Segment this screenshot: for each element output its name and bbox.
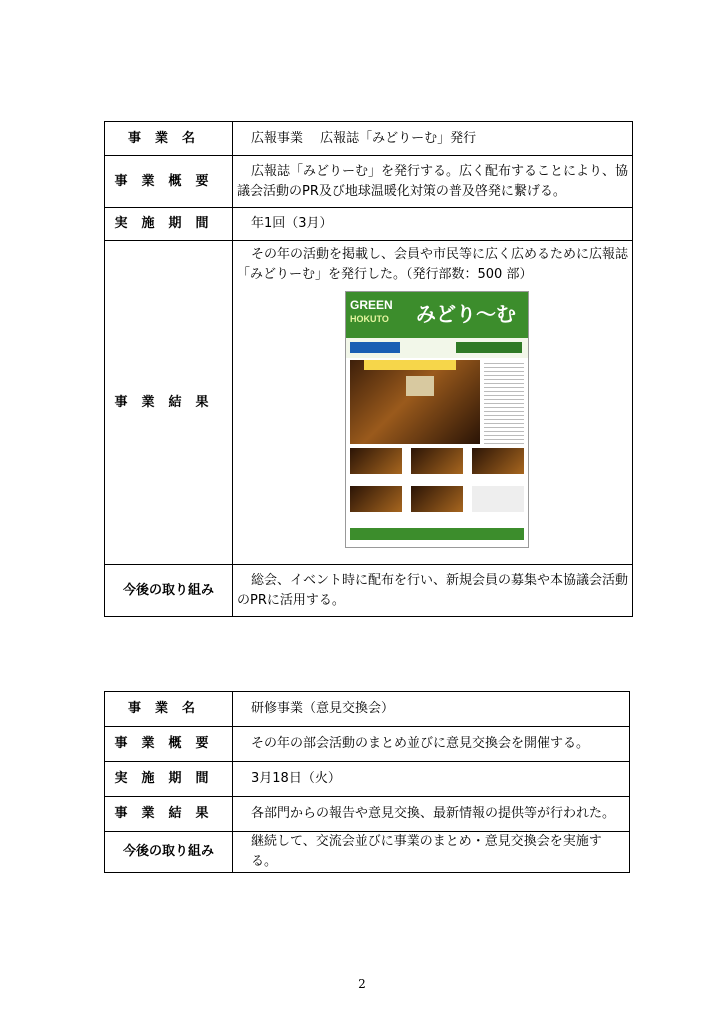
project-table-pr [104, 121, 633, 617]
sdgs-badge [350, 342, 400, 353]
photo-grid [350, 448, 524, 520]
photo-thumb [472, 486, 524, 512]
photo-thumb [350, 448, 402, 474]
newsletter-image [345, 291, 529, 548]
newsletter-footer [350, 528, 524, 540]
row-value: 広報事業 広報誌「みどりーむ」発行 [233, 122, 633, 156]
project-table-training [104, 691, 630, 873]
row-label: 事業概要 [105, 727, 233, 762]
table-row [105, 565, 633, 617]
row-label: 実施期間 [105, 208, 233, 241]
newsletter-logo-top: GREEN [350, 298, 393, 312]
photo-thumb [350, 486, 402, 512]
row-value: 3月18日（火） [233, 762, 630, 797]
symposium-photo [350, 360, 480, 444]
table-row [105, 241, 633, 565]
row-value: 継続して、交流会並びに事業のまとめ・意見交換会を実施する。 [233, 832, 630, 873]
table-row [105, 208, 633, 241]
table-row [105, 797, 630, 832]
row-value-cell [233, 241, 633, 565]
page-number: 2 [358, 977, 366, 991]
row-label: 事業名 [105, 122, 233, 156]
projection-screen [406, 376, 434, 396]
newsletter-header [346, 292, 528, 338]
photo-caption-band [364, 360, 456, 370]
photo-thumb [411, 486, 463, 512]
newsletter-subheader [346, 338, 528, 358]
row-value: その年の部会活動のまとめ並びに意見交換会を開催する。 [233, 727, 630, 762]
row-value: 広報誌「みどりーむ」を発行する。広く配布することにより、協議会活動のPR及び地球温暖化対策の普及啓発に繋げる。 [233, 156, 633, 208]
table-row [105, 832, 630, 873]
table-row [105, 156, 633, 208]
newsletter-tagline [456, 342, 522, 353]
row-value: その年の活動を掲載し、会員や市民等に広く広めるために広報誌「みどりーむ」を発行した。（発行部数：500 部） [237, 247, 629, 282]
row-value: 年1回（3月） [233, 208, 633, 241]
newsletter-title: みどり～む [416, 302, 516, 326]
newsletter-text-column [484, 360, 524, 444]
table-row [105, 727, 630, 762]
row-label: 事業結果 [105, 241, 233, 565]
row-label: 今後の取り組み [105, 832, 233, 873]
table-row [105, 692, 630, 727]
row-label: 事業結果 [105, 797, 233, 832]
table-row [105, 762, 630, 797]
table-row [105, 122, 633, 156]
photo-thumb [411, 448, 463, 474]
newsletter-logo-bottom: HOKUTO [350, 314, 389, 324]
row-label: 事業名 [105, 692, 233, 727]
row-value: 総会、イベント時に配布を行い、新規会員の募集や本協議会活動のPRに活用する。 [233, 565, 633, 617]
row-value: 各部門からの報告や意見交換、最新情報の提供等が行われた。 [233, 797, 630, 832]
row-label: 実施期間 [105, 762, 233, 797]
row-label: 事業概要 [105, 156, 233, 208]
photo-thumb [472, 448, 524, 474]
row-label: 今後の取り組み [105, 565, 233, 617]
row-value: 研修事業（意見交換会） [233, 692, 630, 727]
